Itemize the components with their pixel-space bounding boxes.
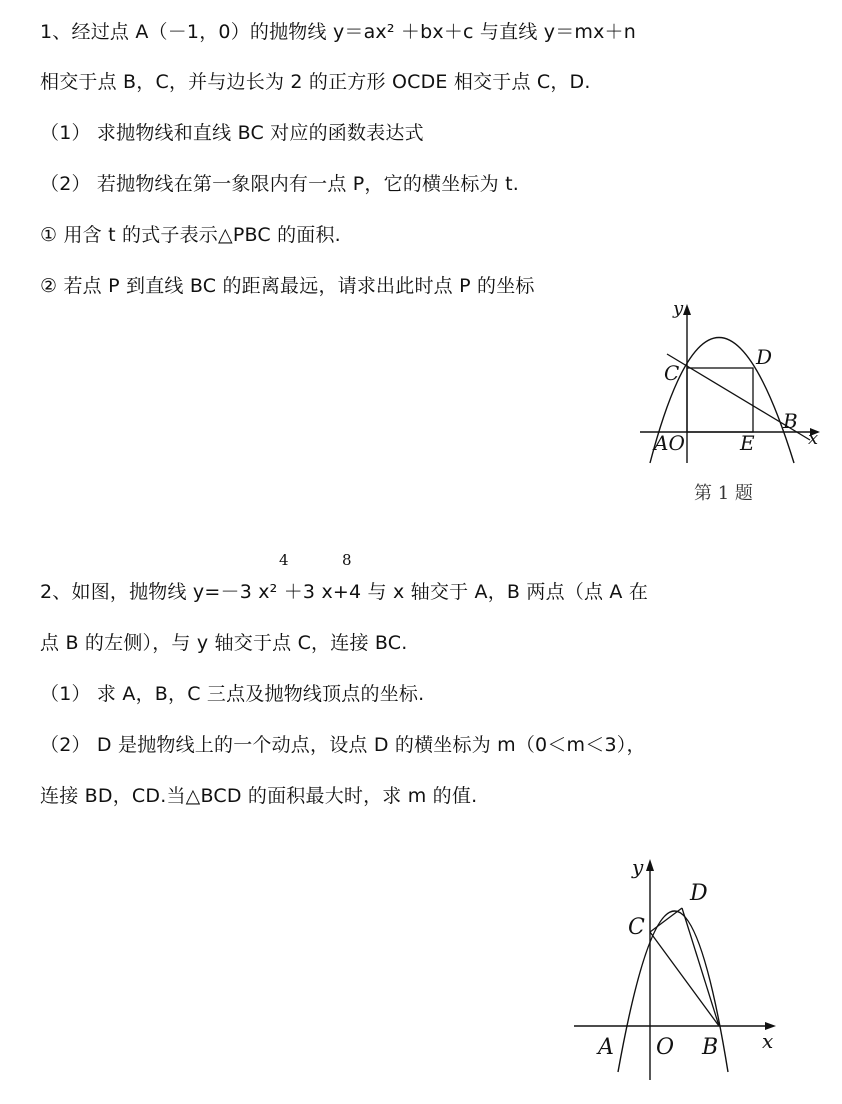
problem1-line-2: 相交于点 B，C，并与边长为 2 的正方形 OCDE 相交于点 C，D. <box>40 71 591 93</box>
problem1-part2: （2） 若抛物线在第一象限内有一点 P，它的横坐标为 t. <box>40 173 519 195</box>
problem1-figure-caption: 第 1 题 <box>694 483 753 504</box>
fig1-label-c: C <box>664 361 680 385</box>
fig2-label-y: y <box>632 855 644 879</box>
problem2-fraction-numerator-2: 8 <box>342 551 352 569</box>
problem2-line-2: 点 B 的左侧），与 y 轴交于点 C，连接 BC. <box>40 632 408 654</box>
problem2-fraction-numerator-1: 4 <box>279 551 289 569</box>
fig2-label-a: A <box>598 1035 614 1060</box>
fig2-line-bd <box>682 908 719 1026</box>
problem1-subpart1: ① 用含 t 的式子表示△PBC 的面积. <box>40 224 341 246</box>
fig1-y-arrow-icon <box>683 304 691 315</box>
fig2-label-o: O <box>656 1035 675 1060</box>
fig2-label-d: D <box>690 881 708 906</box>
fig1-label-x: x <box>808 428 819 449</box>
problem1-subpart2: ② 若点 P 到直线 BC 的距离最远，请求出此时点 P 的坐标 <box>40 275 535 297</box>
fig1-label-e: E <box>740 431 755 455</box>
problem2-line-5: 连接 BD，CD.当△BCD 的面积最大时，求 m 的值. <box>40 785 478 807</box>
problem2-part2: （2） D 是抛物线上的一个动点，设点 D 的横坐标为 m（0＜m＜3）， <box>40 734 646 756</box>
fig1-label-ao: AO <box>654 431 685 455</box>
problem1-line-1: 1、经过点 A（－1，0）的抛物线 y＝ax² ＋bx＋c 与直线 y＝mx＋n <box>40 21 636 43</box>
fig1-label-y: y <box>673 298 684 319</box>
fig2-label-x: x <box>762 1029 774 1053</box>
problem1-figure <box>640 300 830 465</box>
fig2-y-arrow-icon <box>646 859 654 871</box>
fig2-label-c: C <box>628 915 645 940</box>
problem1-part1: （1） 求抛物线和直线 BC 对应的函数表达式 <box>40 122 424 144</box>
problem2-part1: （1） 求 A，B，C 三点及抛物线顶点的坐标. <box>40 683 425 705</box>
fig2-line-bc <box>650 932 719 1026</box>
fig1-label-d: D <box>756 345 773 369</box>
problem2-line-1: 2、如图，抛物线 y=－3 x² ＋3 x+4 与 x 轴交于 A，B 两点（点 A 在 <box>40 581 649 603</box>
fig2-line-cd <box>650 908 682 932</box>
problem2-figure <box>574 850 784 1085</box>
fig2-label-b: B <box>702 1035 719 1060</box>
fig1-label-b: B <box>783 409 798 433</box>
